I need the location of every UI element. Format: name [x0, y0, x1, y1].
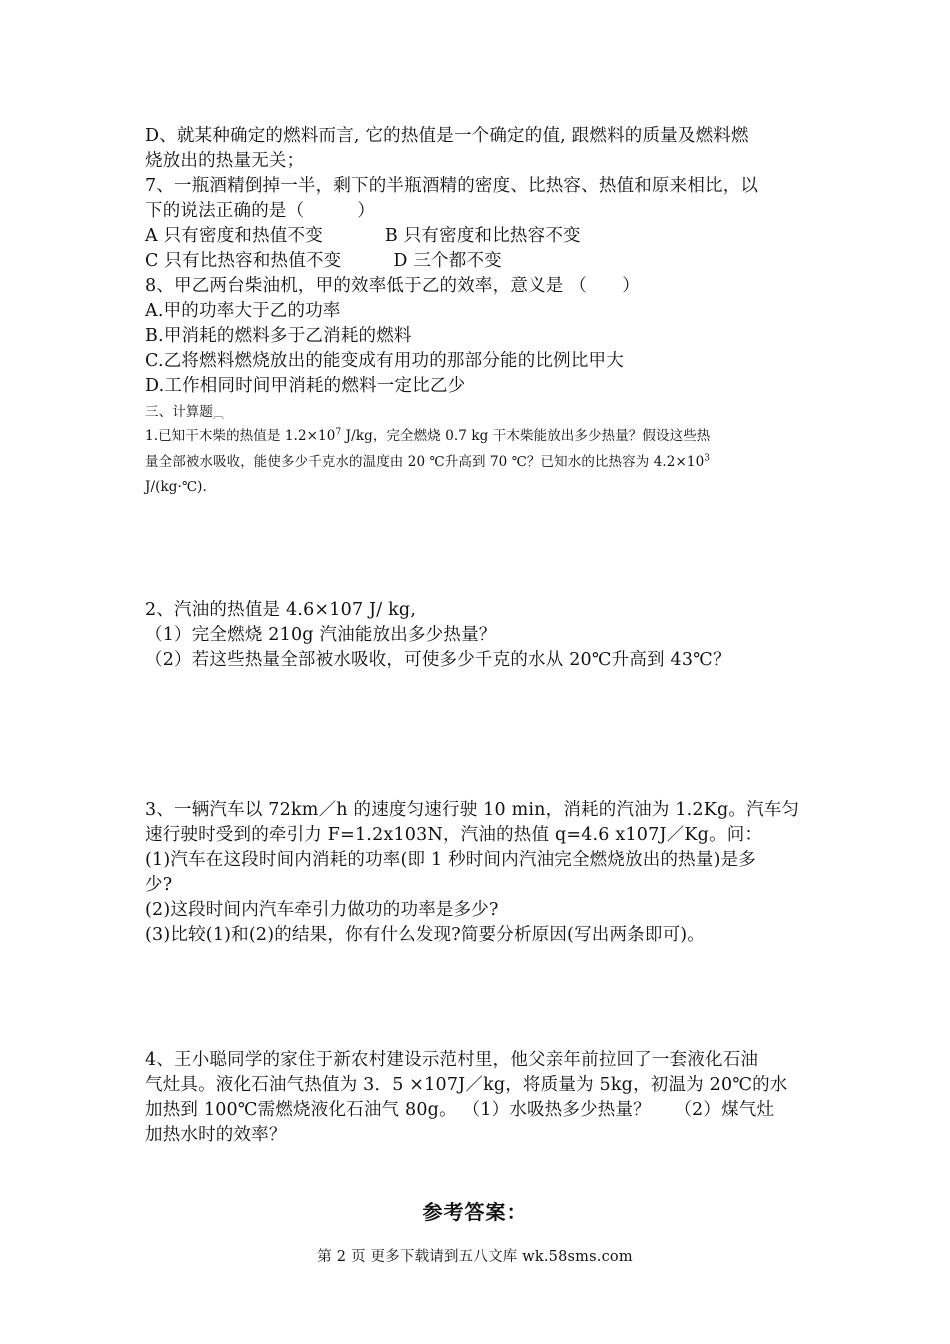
section-heading: [145, 401, 815, 426]
q7-options-row1: [145, 224, 815, 249]
calc3-line4: 少?: [145, 875, 173, 895]
calc4-line1: 4、王小聪同学的家住于新农村建设示范村里，他父亲年前拉回了一套液化石油: [145, 1050, 759, 1070]
calc1-line1: [145, 425, 815, 447]
calc1-exponent-2: 3: [704, 453, 711, 464]
calc1-line2-a: 量全部被水吸收，能使多少千克水的温度由 20 ℃升高到 70 ℃？已知水的比热容为 4.2×10: [145, 454, 705, 470]
calc3-line6: (3)比较(1)和(2)的结果，你有什么发现?简要分析原因(写出两条即可)。: [145, 925, 706, 945]
calc2-line2: （1）完全燃烧 210g 汽油能放出多少热量？: [145, 625, 497, 645]
answers-title: 参考答案：: [422, 1200, 528, 1224]
q8-option-d: D.工作相同时间甲消耗的燃料一定比乙少: [145, 376, 466, 396]
q8-option-a: A.甲的功率大于乙的功率: [145, 301, 341, 321]
option-d-text-line2: 烧放出的热量无关；: [145, 151, 305, 171]
page-footer: 第 2 页 更多下载请到五八文库 wk.58sms.com: [317, 1249, 633, 1265]
calc4-line4: 加热水时的效率？: [145, 1125, 287, 1145]
calc1-line2: [145, 451, 815, 473]
calc2-line3: （2）若这些热量全部被水吸收，可使多少千克的水从 20℃升高到 43℃？: [145, 650, 731, 670]
paragraph-mark-icon: ︹: [213, 408, 225, 421]
q8-option-c: C.乙将燃料燃烧放出的能变成有用功的那部分能的比例比甲大: [145, 351, 624, 371]
calc1-line1-a: 1.已知干木柴的热值是 1.2×10: [145, 428, 336, 444]
q7-stem-line1: 7、一瓶酒精倒掉一半，剩下的半瓶酒精的密度、比热容、热值和原来相比，以: [145, 176, 759, 196]
calc3-line1: 3、一辆汽车以 72km／h 的速度匀速行驶 10 min，消耗的汽油为 1.2Kg。汽车匀: [145, 800, 800, 820]
q7-options-row2: [145, 249, 815, 274]
calc3-line2: 速行驶时受到的牵引力 F=1.2x103N，汽油的热值 q=4.6 x107J／Kg。问：: [145, 825, 763, 845]
calc4-line2: 气灶具。液化石油气热值为 3．5 ×107J／kg，将质量为 5kg，初温为 20℃的水: [145, 1075, 788, 1095]
section-heading-text: 三、计算题: [145, 404, 213, 420]
calc3-line3: (1)汽车在这段时间内消耗的功率(即 1 秒时间内汽油完全燃烧放出的热量)是多: [145, 850, 757, 870]
calc2-line1: 2、汽油的热值是 4.6×107 J/ kg,: [145, 600, 417, 620]
option-d-text-line1: D、就某种确定的燃料而言, 它的热值是一个确定的值, 跟燃料的质量及燃料燃: [145, 126, 749, 146]
q8-option-b: B.甲消耗的燃料多于乙消耗的燃料: [145, 326, 412, 346]
calc1-exponent-1: 7: [335, 427, 342, 438]
q7-option-a: A 只有密度和热值不变: [145, 226, 323, 246]
q7-option-c: C 只有比热容和热值不变: [145, 251, 342, 271]
calc1-line3: J/(kg·℃).: [145, 479, 207, 495]
calc1-line1-b: J/kg，完全燃烧 0.7 kg 干木柴能放出多少热量？假设这些热: [341, 428, 711, 444]
q7-stem-line2: 下的说法正确的是（ ）: [145, 201, 376, 221]
calc4-line3: 加热到 100℃需燃烧液化石油气 80g。 （1）水吸热多少热量？ （2）煤气灶: [145, 1100, 775, 1120]
q7-option-d: D 三个都不变: [393, 251, 502, 271]
q8-stem: 8、甲乙两台柴油机，甲的效率低于乙的效率，意义是 （ ）: [145, 276, 640, 296]
calc3-line5: (2)这段时间内汽车牵引力做功的功率是多少?: [145, 900, 499, 920]
q7-option-b: B 只有密度和比热容不变: [384, 226, 581, 246]
